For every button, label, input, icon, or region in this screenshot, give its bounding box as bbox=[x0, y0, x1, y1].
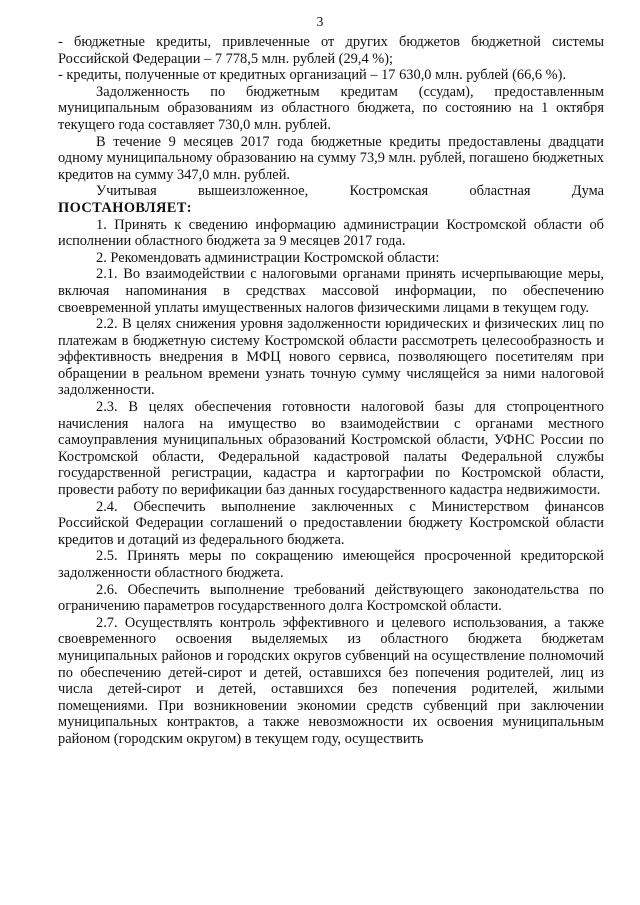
decree-item-2-3: 2.3. В целях обеспечения готовности налоговой базы для стопроцентного начисления налога на имущество во взаимодействии с органами местного самоуправления муниципальных образований Костромской области, УФНС России по Костромской области, Федеральной кадастровой палаты Федеральной службы государственной регистрации, кадастра и картографии по Костромской области, провести работу по верификации баз данных государственного кадастра недвижимости. bbox=[58, 399, 604, 499]
decree-item-2-2: 2.2. В целях снижения уровня задолженности юридических и физических лиц по платежам в бюджетную систему Костромской области рассмотреть целесообразность и эффективность внедрения в МФЦ нового сервиса, позволяющего посетителям при обращении в реальном времени узнать точную сумму числящейся за ними налоговой задолженности. bbox=[58, 316, 604, 399]
decree-item-2-6: 2.6. Обеспечить выполнение требований действующего законодательства по ограничению параметров государственного долга Костромской области. bbox=[58, 581, 604, 615]
paragraph-budget-credits: - бюджетные кредиты, привлеченные от других бюджетов бюджетной системы Российской Федерации – 7 778,5 млн. рублей (29,4 %); bbox=[58, 34, 604, 67]
paragraph-municipal-debt: Задолженность по бюджетным кредитам (ссудам), предоставленным муниципальным образованиям из областного бюджета, по состоянию на 1 октября текущего года составляет 730,0 млн. рублей. bbox=[58, 83, 604, 133]
decree-heading: ПОСТАНОВЛЯЕТ: bbox=[58, 199, 192, 216]
decree-item-2-4: 2.4. Обеспечить выполнение заключенных с Министерством финансов Российской Федерации соглашений о предоставлении бюджету Костромской области кредитов и дотаций из федерального бюджета. bbox=[58, 498, 604, 548]
decree-intro-word: областная bbox=[469, 183, 531, 200]
decree-item-2-7: 2.7. Осуществлять контроль эффективного и целевого использования, а также своевременного освоения выделяемых из областного бюджета бюджетам муниципальных районов и городских округов субвенций на осуществление полномочий по обеспечению детей-сирот и детей, оставшихся без попечения родителей, лиц из числа детей-сирот и детей, оставшихся без попечения родителей, жилыми помещениями. При возникновении экономии средств субвенций при заключении муниципальных контрактов, а также невозможности их освоения муниципальным районом (городским округом) в текущем году, осуществить bbox=[58, 614, 604, 747]
decree-intro-word: Дума bbox=[571, 183, 604, 200]
decree-item-2: 2. Рекомендовать администрации Костромской области: bbox=[96, 249, 440, 266]
page-number: 3 bbox=[316, 14, 324, 29]
decree-item-2-1: 2.1. Во взаимодействии с налоговыми органами принять исчерпывающие меры, включая напоминания в средствах массовой информации, по обеспечению своевременной уплаты имущественных налогов физическими лицами в текущем году. bbox=[58, 266, 604, 316]
paragraph-credits-issued: В течение 9 месяцев 2017 года бюджетные кредиты предоставлены двадцати одному муниципальному образованию на сумму 73,9 млн. рублей, погашено бюджетных кредитов на сумму 347,0 млн. рублей. bbox=[58, 133, 604, 183]
decree-intro-word: вышеизложенное, bbox=[197, 183, 309, 200]
decree-intro-line bbox=[58, 183, 604, 200]
decree-item-2-5: 2.5. Принять меры по сокращению имеющейся просроченной кредиторской задолженности областного бюджета. bbox=[58, 548, 604, 581]
decree-intro-word: Костромская bbox=[349, 183, 429, 200]
decree-intro-word: Учитывая bbox=[96, 183, 157, 200]
document-body bbox=[58, 34, 604, 748]
paragraph-bank-credits: - кредиты, полученные от кредитных организаций – 17 630,0 млн. рублей (66,6 %). bbox=[58, 67, 567, 84]
decree-item-1: 1. Принять к сведению информацию администрации Костромской области об исполнении областного бюджета за 9 месяцев 2017 года. bbox=[58, 216, 604, 250]
